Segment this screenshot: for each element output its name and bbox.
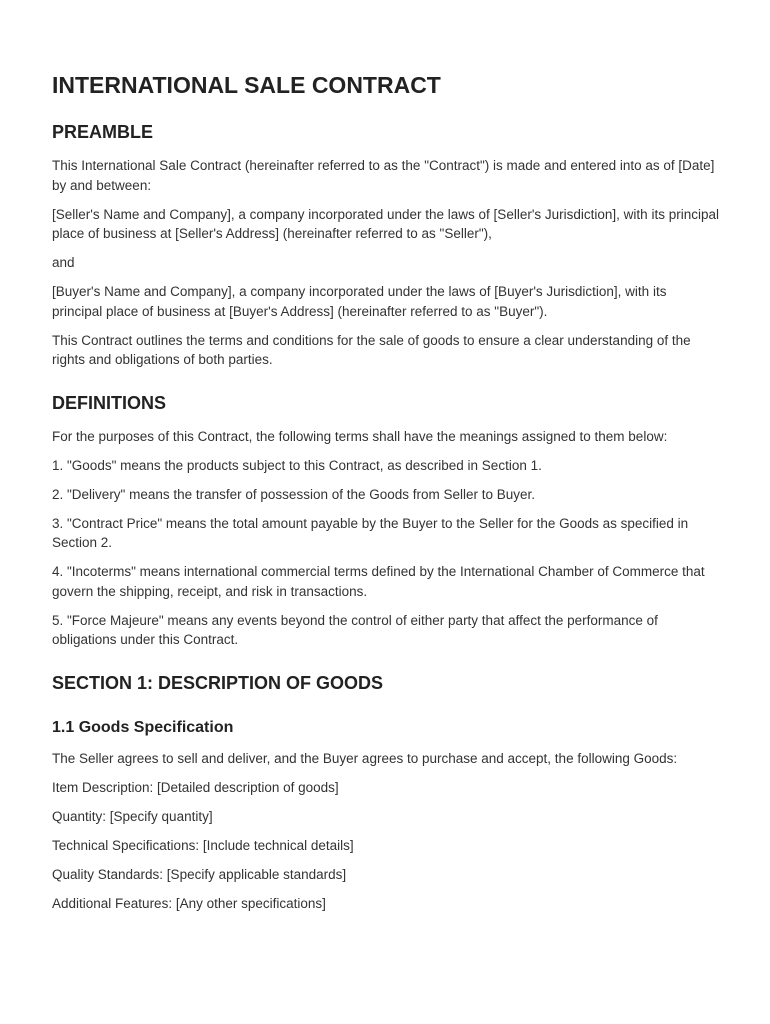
definition-item: 4. "Incoterms" means international commercial terms defined by the International Chamber of Commerce that govern the shipping, receipt, and risk in transactions. bbox=[52, 564, 705, 599]
goods-field: Quantity: [Specify quantity] bbox=[52, 808, 213, 824]
preamble-heading: PREAMBLE bbox=[52, 122, 154, 142]
goods-specification-heading: 1.1 Goods Specification bbox=[52, 718, 234, 736]
goods-specification-intro: The Seller agrees to sell and deliver, and the Buyer agrees to purchase and accept, the following Goods: bbox=[52, 750, 678, 766]
definition-item: 3. "Contract Price" means the total amount payable by the Buyer to the Seller for the Goods as specified in Section 2. bbox=[52, 515, 689, 550]
goods-field: Technical Specifications: [Include technical details] bbox=[52, 837, 354, 853]
goods-field: Item Description: [Detailed description of goods] bbox=[52, 779, 339, 795]
definition-item: 2. "Delivery" means the transfer of possession of the Goods from Seller to Buyer. bbox=[52, 486, 536, 502]
preamble-paragraph: [Seller's Name and Company], a company incorporated under the laws of [Seller's Jurisdiction], with its principal place of business at [Seller's Address] (hereinafter referred to as "Seller"), bbox=[52, 206, 719, 241]
preamble-paragraph: and bbox=[52, 255, 75, 270]
definitions-intro: For the purposes of this Contract, the following terms shall have the meanings assigned to them below: bbox=[52, 428, 668, 444]
definitions-heading: DEFINITIONS bbox=[52, 392, 167, 413]
preamble-paragraph: [Buyer's Name and Company], a company incorporated under the laws of [Buyer's Jurisdiction], with its principal place of business at [Buyer's Address] (hereinafter referred to as "Buyer"). bbox=[52, 284, 667, 319]
definition-item: 1. "Goods" means the products subject to this Contract, as described in Section 1. bbox=[52, 457, 542, 473]
goods-field: Quality Standards: [Specify applicable standards] bbox=[52, 866, 347, 882]
section1-heading: SECTION 1: DESCRIPTION OF GOODS bbox=[52, 672, 384, 693]
preamble-paragraph: This Contract outlines the terms and conditions for the sale of goods to ensure a clear understanding of the rights and obligations of both parties. bbox=[52, 332, 691, 367]
goods-field: Additional Features: [Any other specifications] bbox=[52, 895, 326, 911]
preamble-paragraph: This International Sale Contract (hereinafter referred to as the "Contract") is made and entered into as of [Date] by and between: bbox=[52, 158, 715, 193]
definition-item: 5. "Force Majeure" means any events beyond the control of either party that affect the performance of obligations under this Contract. bbox=[52, 612, 658, 647]
document-title: INTERNATIONAL SALE CONTRACT bbox=[52, 72, 441, 98]
